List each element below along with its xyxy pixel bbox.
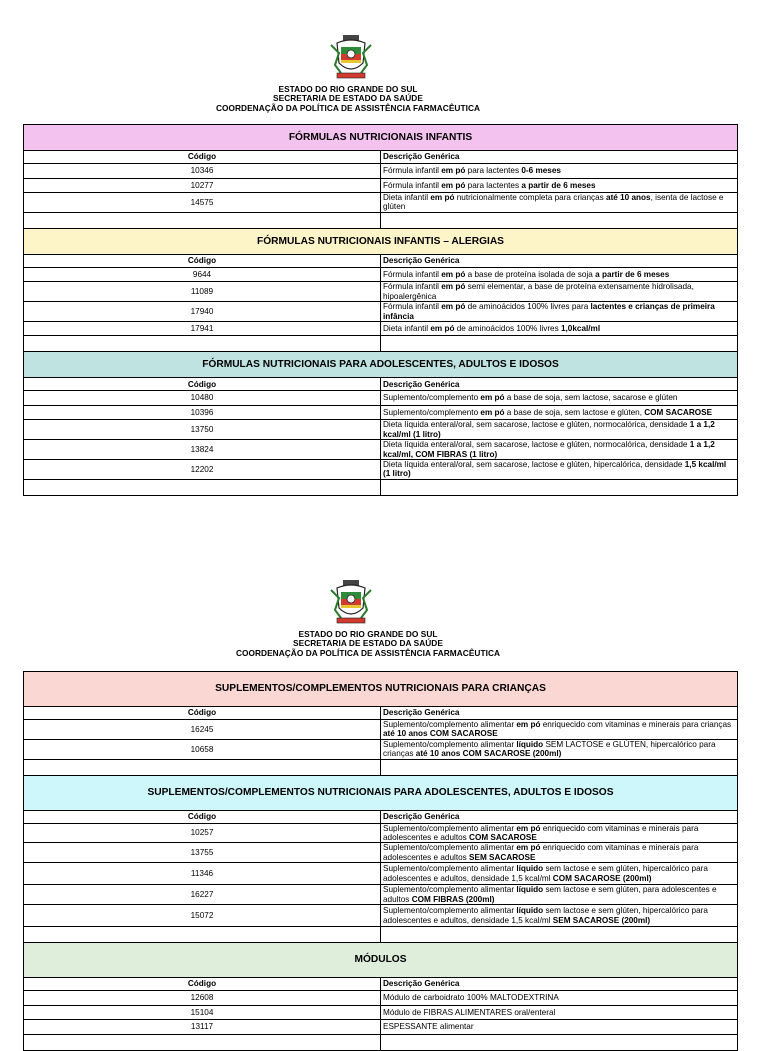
product-description: Suplemento/complemento alimentar em pó enriquecido com vitaminas e minerais para adolescentes e adultos SEM SACAROSE [381, 843, 738, 863]
header-line-2: SECRETARIA DE ESTADO DA SAÚDE [293, 638, 443, 649]
table-row [24, 991, 738, 1006]
table-row [24, 391, 738, 406]
table-row [24, 1020, 738, 1035]
product-description: Suplemento/complemento alimentar em pó enriquecido com vitaminas e minerais para crianças até 10 anos COM SACAROSE [381, 720, 738, 740]
section-title-row [24, 943, 738, 978]
section-title-row [24, 352, 738, 378]
section-title: SUPLEMENTOS/COMPLEMENTOS NUTRICIONAIS PARA ADOLESCENTES, ADULTOS E IDOSOS [24, 775, 738, 810]
section-title-row [24, 672, 738, 707]
column-header-description: Descrição Genérica [381, 254, 738, 267]
product-code: 15104 [24, 1005, 381, 1020]
product-description: Dieta líquida enteral/oral, sem sacarose, lactose e glúten, normocalórica, densidade 1 a 1,2 kcal/ml (1 litro) [381, 420, 738, 440]
document-header [0, 630, 752, 658]
column-header-row [24, 707, 738, 720]
product-code: 15072 [24, 905, 381, 927]
product-description: Suplemento/complemento alimentar líquido SEM LACTOSE e GLÚTEN, hipercalórico para crianças até 10 anos COM SACAROSE (200ml) [381, 739, 738, 759]
column-header-description: Descrição Genérica [381, 810, 738, 823]
table-row [24, 267, 738, 282]
column-header-code: Código [24, 254, 381, 267]
column-header-row [24, 810, 738, 823]
table-row [24, 193, 738, 213]
table-row [24, 823, 738, 843]
section-title: FÓRMULAS NUTRICIONAIS PARA ADOLESCENTES, ADULTOS E IDOSOS [24, 352, 738, 378]
product-description: Fórmula infantil em pó semi elementar, a base de proteína extensamente hidrolisada, hipoalergênica [381, 282, 738, 302]
table-row [24, 1005, 738, 1020]
product-code: 10346 [24, 164, 381, 179]
column-header-row [24, 151, 738, 164]
table-row [24, 885, 738, 905]
product-description: Dieta infantil em pó nutricionalmente completa para crianças até 10 anos, isenta de lactose e glúten [381, 193, 738, 213]
table-row [24, 405, 738, 420]
blank-row [24, 927, 738, 943]
product-description: Dieta infantil em pó de aminoácidos 100% livres 1,0kcal/ml [381, 321, 738, 336]
products-table-2 [23, 671, 738, 1051]
product-code: 9644 [24, 267, 381, 282]
product-description: Módulo de carboidrato 100% MALTODEXTRINA [381, 991, 738, 1006]
product-code: 10257 [24, 823, 381, 843]
table-row [24, 440, 738, 460]
header-line-2: SECRETARIA DE ESTADO DA SAÚDE [273, 93, 423, 104]
product-description: Módulo de FIBRAS ALIMENTARES oral/enteral [381, 1005, 738, 1020]
header-line-1: ESTADO DO RIO GRANDE DO SUL [278, 84, 418, 94]
blank-row [24, 336, 738, 352]
product-description: Dieta líquida enteral/oral, sem sacarose, lactose e glúten, normocalórica, densidade 1 a 1,2 kcal/ml, COM FIBRAS (1 litro) [381, 440, 738, 460]
product-code: 11346 [24, 863, 381, 885]
product-code: 13117 [24, 1020, 381, 1035]
section-title: FÓRMULAS NUTRICIONAIS INFANTIS – ALERGIAS [24, 228, 738, 254]
column-header-description: Descrição Genérica [381, 378, 738, 391]
product-description: Fórmula infantil em pó a base de proteína isolada de soja a partir de 6 meses [381, 267, 738, 282]
product-description: Suplemento/complemento alimentar líquido sem lactose e sem glúten, para adolescentes e adultos COM FIBRAS (200ml) [381, 885, 738, 905]
column-header-code: Código [24, 810, 381, 823]
product-description: Fórmula infantil em pó de aminoácidos 100% livres para lactentes e crianças de primeira infância [381, 302, 738, 322]
table-row [24, 905, 738, 927]
coat-of-arms-logo [329, 578, 373, 626]
product-code: 13755 [24, 843, 381, 863]
product-code: 14575 [24, 193, 381, 213]
table-row [24, 302, 738, 322]
product-code: 16245 [24, 720, 381, 740]
table-row [24, 863, 738, 885]
table-row [24, 720, 738, 740]
table-row [24, 164, 738, 179]
header-line-3: COORDENAÇÃO DA POLÍTICA DE ASSISTÊNCIA FARMACÊUTICA [215, 102, 481, 113]
column-header-description: Descrição Genérica [381, 151, 738, 164]
section-title-row [24, 125, 738, 151]
product-description: ESPESSANTE alimentar [381, 1020, 738, 1035]
column-header-row [24, 254, 738, 267]
column-header-description: Descrição Genérica [381, 707, 738, 720]
blank-row [24, 479, 738, 495]
table-row [24, 739, 738, 759]
product-code: 13824 [24, 440, 381, 460]
product-description: Suplemento/complemento em pó a base de soja, sem lactose, sacarose e glúten [381, 391, 738, 406]
product-description: Suplemento/complemento alimentar líquido sem lactose e sem glúten, hipercalórico para adolescentes e adultos, densidade 1,5 kcal/ml SEM SACAROSE (200ml) [381, 905, 738, 927]
products-table-1 [23, 124, 738, 496]
product-code: 13750 [24, 420, 381, 440]
column-header-code: Código [24, 378, 381, 391]
column-header-row [24, 378, 738, 391]
product-code: 11089 [24, 282, 381, 302]
product-code: 16227 [24, 885, 381, 905]
table-row [24, 420, 738, 440]
product-description: Suplemento/complemento alimentar líquido sem lactose e sem glúten, hipercalórico para adolescentes e adultos, densidade 1,5 kcal/ml COM SACAROSE (200ml) [381, 863, 738, 885]
section-title-row [24, 228, 738, 254]
header-line-1: ESTADO DO RIO GRANDE DO SUL [298, 629, 438, 639]
section-title: SUPLEMENTOS/COMPLEMENTOS NUTRICIONAIS PARA CRIANÇAS [24, 672, 738, 707]
blank-row [24, 759, 738, 775]
column-header-code: Código [24, 978, 381, 991]
coat-of-arms-logo [329, 33, 373, 81]
product-code: 17940 [24, 302, 381, 322]
blank-row [24, 212, 738, 228]
product-code: 10277 [24, 178, 381, 193]
section-title: MÓDULOS [24, 943, 738, 978]
column-header-code: Código [24, 151, 381, 164]
table-row [24, 178, 738, 193]
header-line-3: COORDENAÇÃO DA POLÍTICA DE ASSISTÊNCIA FARMACÊUTICA [235, 647, 501, 658]
product-code: 10658 [24, 739, 381, 759]
product-description: Fórmula infantil em pó para lactentes a partir de 6 meses [381, 178, 738, 193]
product-description: Fórmula infantil em pó para lactentes 0-6 meses [381, 164, 738, 179]
product-description: Suplemento/complemento alimentar em pó enriquecido com vitaminas e minerais para adolescentes e adultos COM SACAROSE [381, 823, 738, 843]
product-description: Suplemento/complemento em pó a base de soja, sem lactose e glúten, COM SACAROSE [381, 405, 738, 420]
table-row [24, 282, 738, 302]
blank-row [24, 1034, 738, 1050]
column-header-row [24, 978, 738, 991]
product-code: 10396 [24, 405, 381, 420]
column-header-code: Código [24, 707, 381, 720]
section-title: FÓRMULAS NUTRICIONAIS INFANTIS [24, 125, 738, 151]
table-row [24, 843, 738, 863]
product-description: Dieta líquida enteral/oral, sem sacarose, lactose e glúten, hipercalórica, densidade 1,5 kcal/ml (1 litro) [381, 460, 738, 480]
table-row [24, 460, 738, 480]
table-row [24, 321, 738, 336]
product-code: 12608 [24, 991, 381, 1006]
product-code: 17941 [24, 321, 381, 336]
product-code: 10480 [24, 391, 381, 406]
section-title-row [24, 775, 738, 810]
column-header-description: Descrição Genérica [381, 978, 738, 991]
document-header [0, 85, 732, 113]
product-code: 12202 [24, 460, 381, 480]
